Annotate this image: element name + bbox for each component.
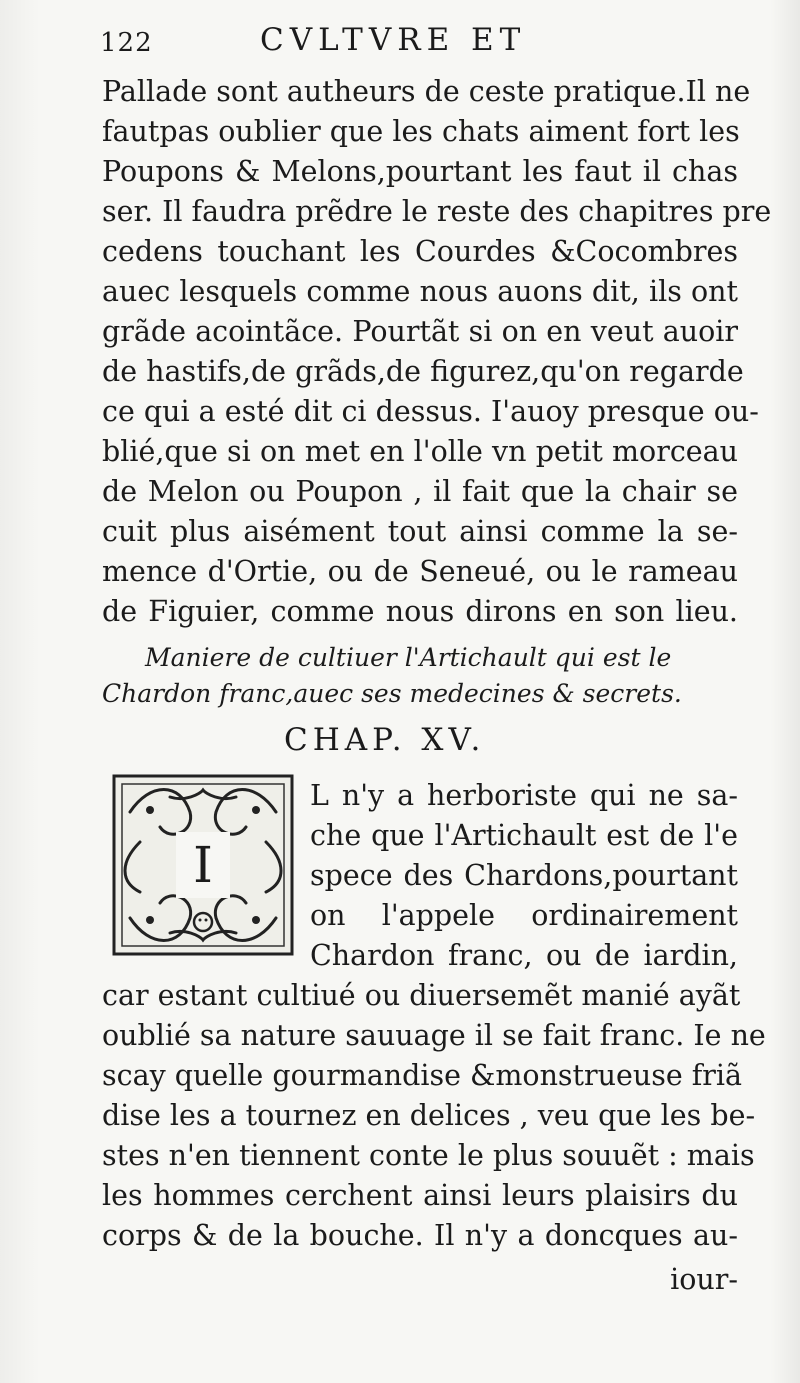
text-line: che que l'Artichault est de l'e <box>310 819 738 852</box>
text-line: auec lesquels comme nous auons dit, ils ont <box>102 275 738 308</box>
text-line: ce qui a esté dit ci dessus. I'auoy presque ou- <box>102 395 759 428</box>
running-head: CVLTVRE ET <box>260 22 527 58</box>
text-line: Poupons & Melons,pourtant les faut il chas <box>102 155 738 188</box>
text-line: corps & de la bouche. Il n'y a doncques au- <box>102 1219 738 1252</box>
ornament-initial-icon <box>110 772 296 958</box>
text-line: fautpas oublier que les chats aiment fort les <box>102 115 740 148</box>
page-number: 122 <box>100 28 153 58</box>
text-line: spece des Chardons,pourtant <box>310 859 738 892</box>
text-line: de Figuier, comme nous dirons en son lieu. <box>102 595 738 628</box>
text-line: les hommes cerchent ainsi leurs plaisirs du <box>102 1179 738 1212</box>
text-line: car estant cultiué ou diuersemẽt manié ayãt <box>102 979 741 1012</box>
text-line: L n'y a herboriste qui ne sa- <box>310 779 738 812</box>
text-line: Chardon franc, ou de iardin, <box>310 939 738 972</box>
text-line: de Melon ou Poupon , il fait que la chair se <box>102 475 738 508</box>
text-line: on l'appele ordinairement <box>310 899 738 932</box>
text-line: oublié sa nature sauuage il se fait franc. Ie ne <box>102 1019 766 1052</box>
text-line: stes n'en tiennent conte le plus souuẽt : mais <box>102 1139 755 1172</box>
chapter-heading: CHAP. XV. <box>284 722 486 758</box>
text-line: grãde acointãce. Pourtãt si on en veut auoir <box>102 315 738 348</box>
text-line: cedens touchant les Courdes &Cocombres <box>102 235 738 268</box>
text-line: cuit plus aisément tout ainsi comme la se- <box>102 515 738 548</box>
text-line: de hastifs,de grãds,de figurez,qu'on regarde <box>102 355 744 388</box>
catchword: iour- <box>670 1263 738 1296</box>
text-line: dise les a tournez en delices , veu que les be- <box>102 1099 756 1132</box>
decorated-initial <box>110 772 296 958</box>
rubric-line: Chardon franc,auec ses medecines & secrets. <box>102 679 682 708</box>
text-line: scay quelle gourmandise &monstrueuse friã <box>102 1059 743 1092</box>
rubric-line: Maniere de cultiuer l'Artichault qui est le <box>145 643 672 672</box>
initial-letter: I <box>193 836 213 894</box>
page-header <box>100 22 740 62</box>
text-line: blié,que si on met en l'olle vn petit morceau <box>102 435 738 468</box>
text-line: ser. Il faudra prẽdre le reste des chapitres pre <box>102 195 772 228</box>
text-line: mence d'Ortie, ou de Seneué, ou le rameau <box>102 555 738 588</box>
text-line: Pallade sont autheurs de ceste pratique.Il ne <box>102 75 751 108</box>
